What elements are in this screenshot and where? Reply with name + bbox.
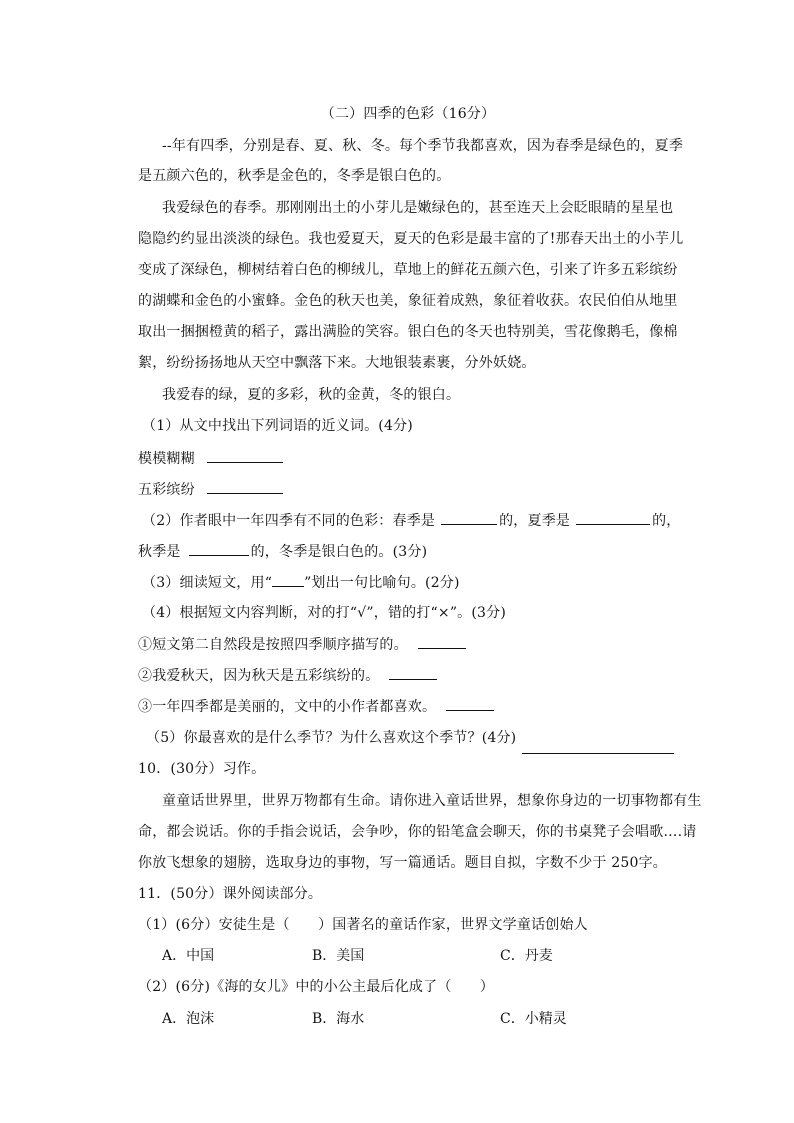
question-4: （4）根据短文内容判断，对的打“√”，错的打“×”。(3分) (142, 605, 507, 621)
judge-text-2: ②我爱秋天，因为秋天是五彩缤纷的。 (138, 668, 380, 684)
question-2-line-2 (138, 541, 678, 562)
question-2-text: 的， (652, 513, 681, 529)
option-b[interactable]: B．美国 (312, 948, 365, 964)
question-2-text: 的，夏季是 (499, 513, 571, 529)
option-a[interactable]: A．中国 (162, 948, 215, 964)
question-3-text: ”划出一句比喻句。(2分) (304, 575, 460, 591)
passage-line: 我爱绿色的春季。那刚刚出土的小芽儿是嫩绿色的，甚至连天上会眨眼睛的星星也 (162, 200, 674, 216)
synonym-word-1: 模模糊糊 (138, 451, 195, 467)
answer-blank-5[interactable] (522, 738, 674, 754)
passage-line: --年有四季，分别是春、夏、秋、冬。每个季节我都喜欢，因为春季是绿色的，夏季 (162, 138, 684, 154)
question-3 (142, 572, 678, 593)
option-b[interactable]: B．海水 (312, 1011, 365, 1027)
passage-line: 取出一捆捆橙黄的稻子，露出满脸的笑容。银白色的冬天也特别美，雪花像鹅毛，像棉 (138, 324, 678, 340)
option-a[interactable]: A．泡沫 (162, 1011, 215, 1027)
answer-blank-2[interactable] (207, 479, 283, 494)
answer-blank-spring[interactable] (441, 510, 497, 525)
option-c[interactable]: C．丹麦 (500, 948, 553, 964)
question-2-text: 秋季是 (138, 544, 181, 560)
option-c[interactable]: C．小精灵 (500, 1011, 567, 1027)
synonym-row-2 (138, 479, 678, 500)
section-title: （二）四季的色彩（16分） (320, 106, 496, 122)
q10-line: 童童话世界里，世界万物都有生命。请你进入童话世界，想象你身边的一切事物都有生 (162, 793, 702, 809)
underline-sample (272, 572, 304, 587)
judge-blank-3[interactable] (446, 696, 494, 711)
question-2-text: 的，冬季是银白色的。(3分) (250, 544, 428, 560)
question-2-line-1 (142, 510, 681, 531)
judge-item-2 (138, 665, 678, 686)
synonym-word-2: 五彩缤纷 (138, 482, 195, 498)
question-3-text: （3）细读短文，用“ (142, 575, 273, 591)
question-1: （1）从文中找出下列词语的近义词。(4分) (142, 418, 413, 434)
judge-text-3: ③一年四季都是美丽的，文中的小作者都喜欢。 (138, 699, 437, 715)
q11-sub-2: （2）(6分)《海的女儿》中的小公主最后化成了（ ） (138, 979, 495, 995)
answer-blank-1[interactable] (207, 448, 283, 463)
passage-line: 变成了深绿色，柳树结着白色的柳绒儿，草地上的鲜花五颜六色，引来了许多五彩缤纷 (138, 262, 678, 278)
passage-line: 的湖蝶和金色的小蜜蜂。金色的秋天也美，象征着成熟，象征着收获。农民伯伯从地里 (138, 293, 678, 309)
question-2-text: （2）作者眼中一年四季有不同的色彩：春季是 (142, 513, 436, 529)
judge-blank-2[interactable] (389, 665, 437, 680)
q11-sub-1: （1）(6分）安徒生是（ ）国著名的童话作家，世界文学童话创始人 (138, 917, 588, 933)
judge-item-3 (138, 696, 678, 717)
passage-line: 隐隐约约显出淡淡的绿色。我也爱夏天，夏天的色彩是最丰富的了!那春天出土的小芋儿 (138, 231, 684, 247)
judge-item-1 (138, 634, 678, 655)
q10-line: 你放飞想象的翅膀，选取身边的事物，写一篇通话。题目自拟，字数不少于 250字。 (138, 855, 667, 871)
passage-line: 絮，纷纷扬扬地从天空中飘落下来。大地银装素裹，分外妖娆。 (138, 355, 536, 371)
synonym-row-1 (138, 448, 678, 469)
q10-line: 命，都会说话。你的手指会说话，会争吵，你的铅笔盒会聊天，你的书桌凳子会唱歌….请 (138, 824, 697, 840)
judge-text-1: ①短文第二自然段是按照四季顺序描写的。 (138, 637, 408, 653)
answer-blank-autumn[interactable] (189, 541, 249, 556)
q11-heading: 11．(50分）课外阅读部分。 (138, 886, 323, 902)
question-5: （5）你最喜欢的是什么季节？为什么喜欢这个季节？(4分) (146, 730, 517, 746)
passage-line: 我爱春的绿，夏的多彩，秋的金黄，冬的银白。 (162, 387, 461, 403)
passage-line: 是五颜六色的，秋季是金色的，冬季是银白色的。 (138, 168, 451, 184)
q10-heading: 10．(30分）习作。 (138, 761, 266, 777)
answer-blank-summer[interactable] (576, 510, 650, 525)
judge-blank-1[interactable] (418, 634, 466, 649)
